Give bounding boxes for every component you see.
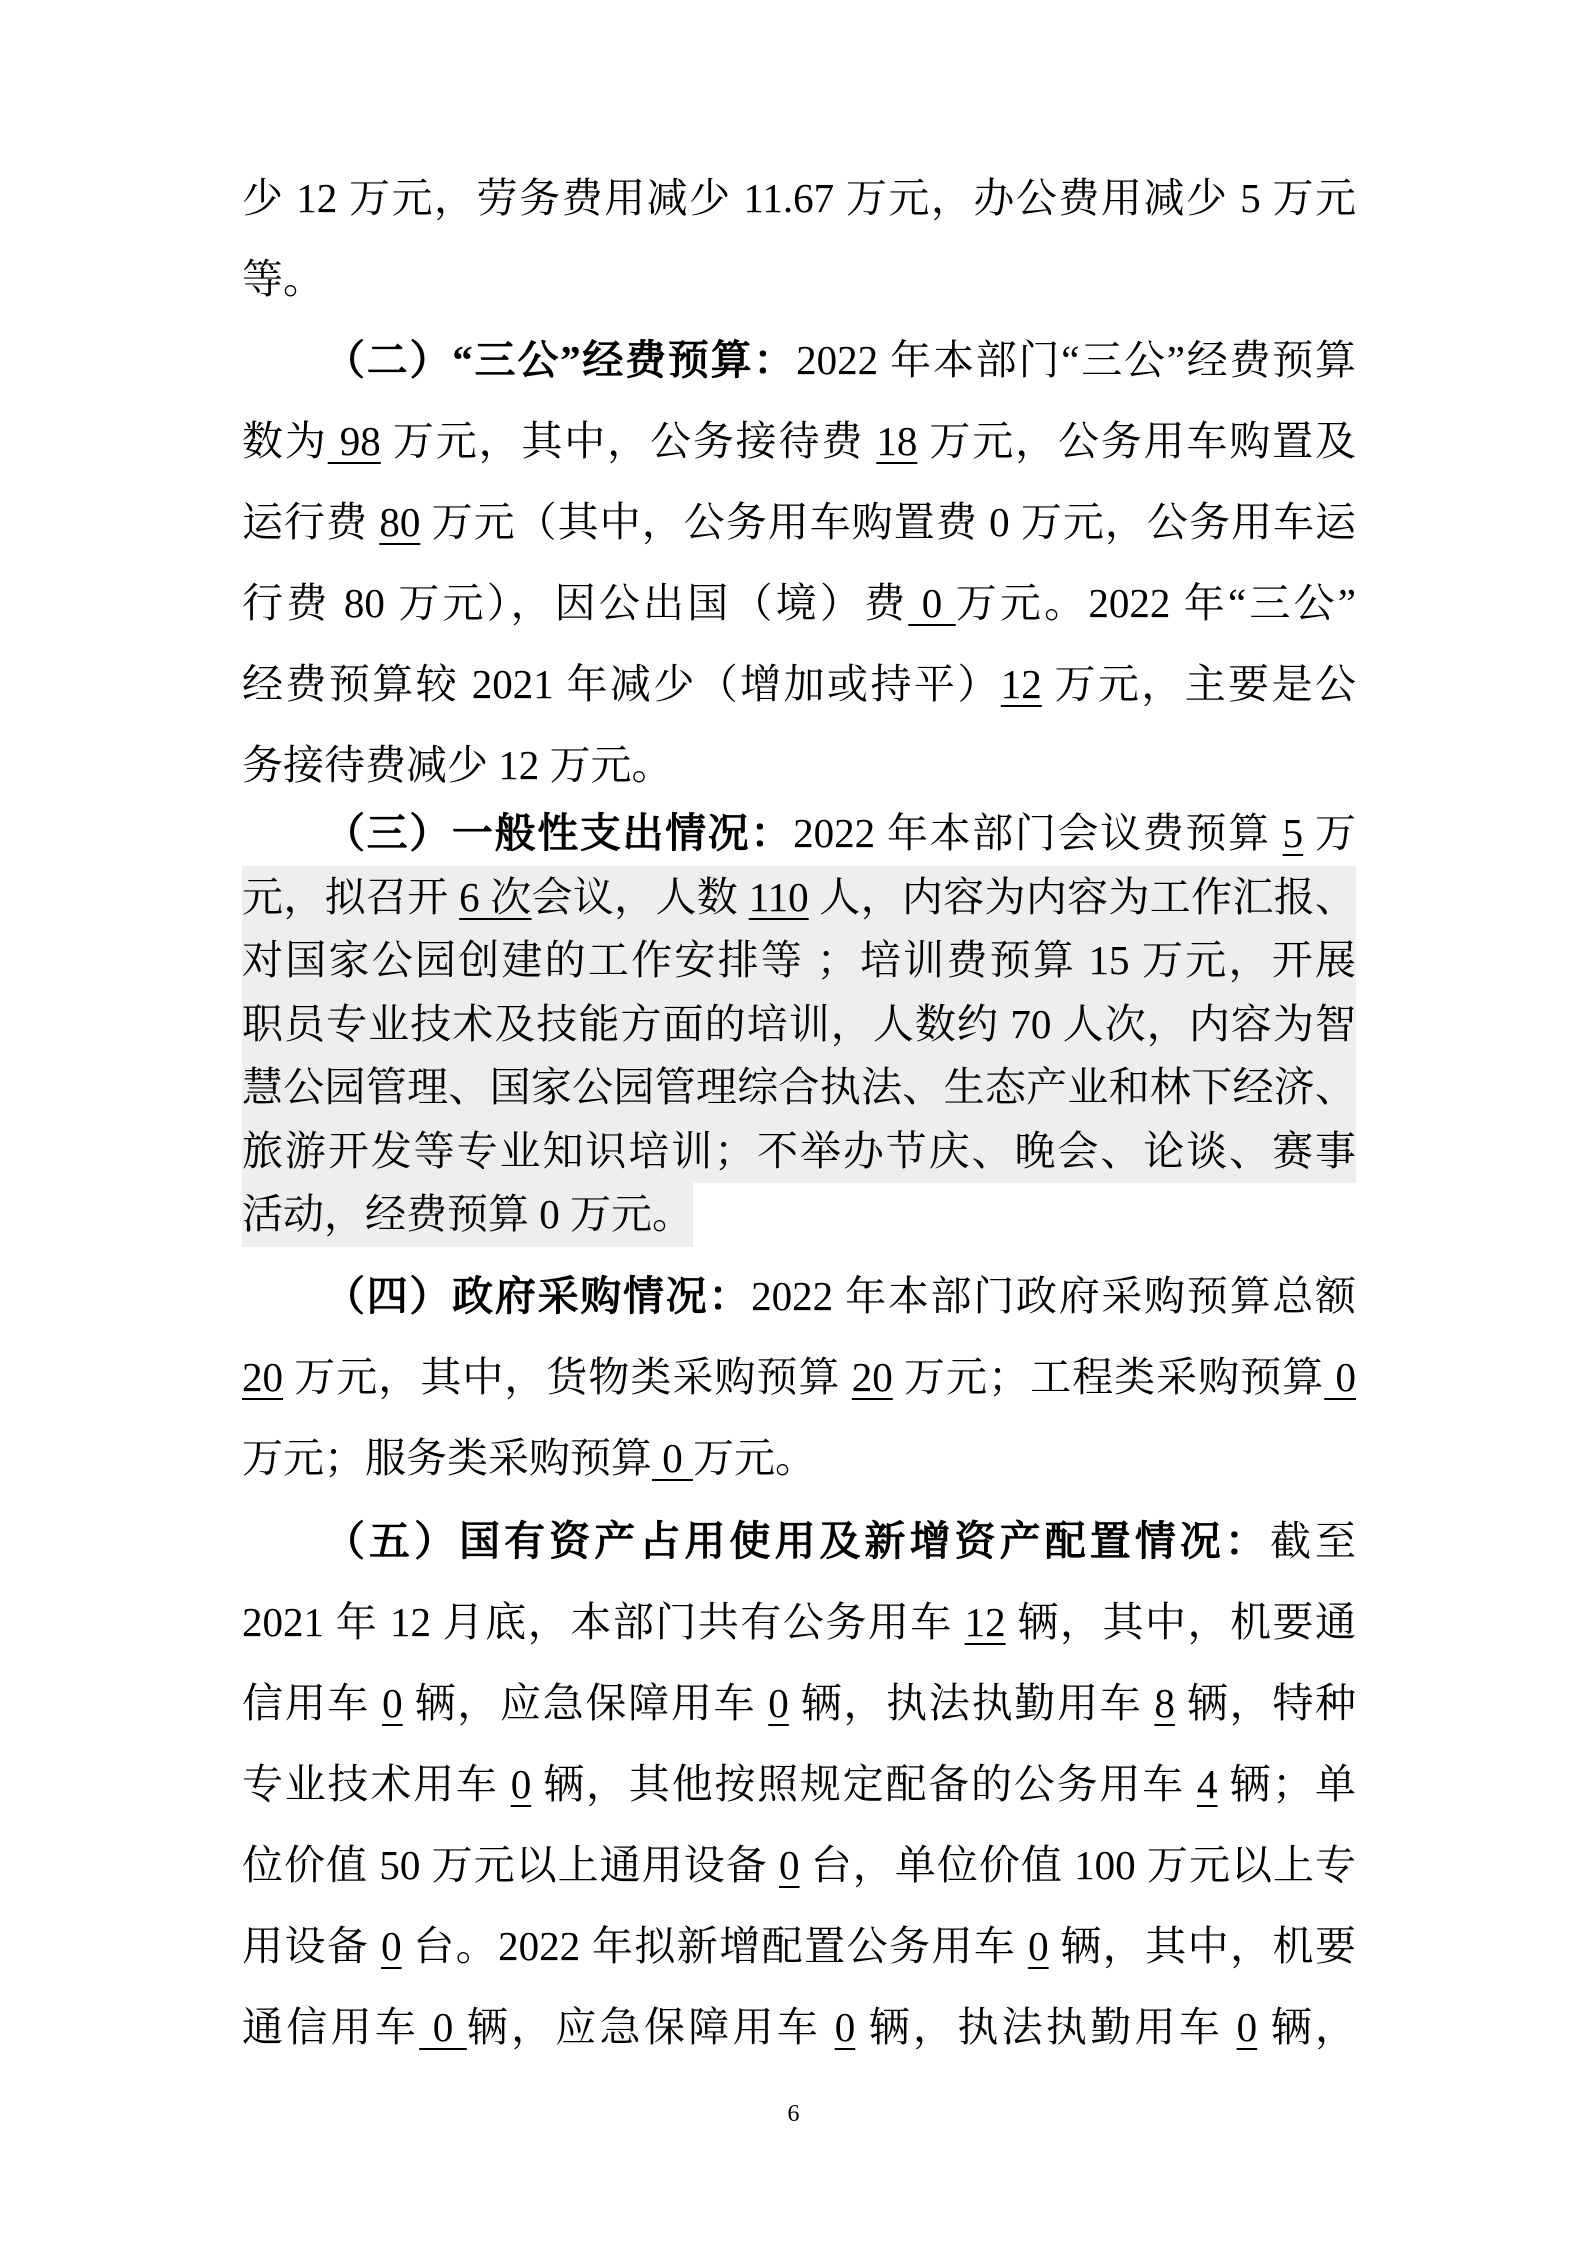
text-line	[242, 320, 1356, 401]
text-line	[242, 563, 1356, 644]
text-line	[242, 1744, 1356, 1825]
text-run: 辆，执法执勤用车	[855, 2003, 1237, 2050]
text-run: 辆，特种	[1174, 1679, 1357, 1726]
text-run: 2021 年 12 月底，本部门共有公务用车	[242, 1598, 965, 1645]
text-run: 经费预算较 2021 年减少（增加或持平）	[242, 661, 1001, 707]
text-run: 万元。	[693, 1434, 816, 1481]
highlighted-text-line	[242, 866, 1356, 930]
underlined-value: 12	[1000, 661, 1042, 707]
text-run: 信用车	[242, 1679, 383, 1726]
underlined-value: 110	[748, 873, 809, 920]
text-line	[242, 482, 1356, 563]
text-run: 万元，其中，公务接待费	[380, 418, 877, 464]
underlined-value: 98	[327, 418, 381, 464]
text-run: 行费 80 万元），因公出国（境）费	[242, 580, 909, 626]
text-run: 万元，其中，货物类采购预算	[283, 1353, 852, 1400]
text-run: 用设备	[242, 1922, 382, 1969]
text-run: 慧公园管理、国家公园管理综合执法、生态产业和林下经济、	[242, 1064, 1356, 1110]
text-line	[242, 1582, 1356, 1663]
underlined-value: 20	[242, 1353, 283, 1400]
highlighted-text-line	[242, 993, 1356, 1057]
section-heading: （二）“三公”经费预算：	[324, 337, 797, 383]
text-run: 万元，公务用车购置及	[917, 418, 1357, 464]
text-line	[242, 1825, 1356, 1906]
text-run: 少 12 万元，劳务费用减少 11.67 万元，办公费用减少 5 万元	[242, 175, 1356, 221]
highlighted-text-line	[242, 1183, 693, 1247]
text-run: 辆；单	[1217, 1760, 1357, 1807]
text-run: 位价值 50 万元以上通用设备	[242, 1841, 780, 1888]
underlined-value: 0	[1028, 1922, 1049, 1969]
underlined-value: 0	[510, 1760, 532, 1807]
text-run: 旅游开发等专业知识培训；不举办节庆、晚会、论谈、赛事	[242, 1127, 1356, 1174]
underlined-value: 0	[1236, 2003, 1258, 2050]
text-run: 2022 年本部门会议费预算	[793, 810, 1283, 856]
text-run: 2022 年本部门政府采购预算总额	[751, 1272, 1357, 1319]
underlined-value: 0	[768, 1679, 789, 1726]
text-line	[242, 401, 1356, 482]
text-run: 等。	[242, 256, 324, 302]
underlined-value: 6 次	[459, 873, 532, 920]
text-run: 2022 年本部门“三公”经费预算	[796, 337, 1356, 383]
text-run: 务接待费减少 12 万元。	[242, 742, 673, 788]
underlined-value: 0	[652, 1434, 693, 1481]
text-line	[242, 1501, 1356, 1582]
paragraph	[242, 1501, 1356, 2068]
text-run: 万元；工程类采购预算	[892, 1353, 1325, 1400]
text-run: 对国家公园创建的工作安排等 ；培训费预算 15 万元，开展	[242, 937, 1356, 983]
text-run: 元，拟召开	[242, 873, 460, 920]
text-line	[242, 158, 1356, 239]
underlined-value: 0	[1324, 1353, 1357, 1400]
text-run: 辆，应急保障用车	[402, 1679, 769, 1726]
highlighted-text-line	[242, 1056, 1356, 1120]
text-run: 人，内容为内容为工作汇报、	[808, 873, 1357, 920]
text-run: 辆，其他按照规定配备的公务用车	[531, 1760, 1197, 1807]
text-run: 万元（其中，公务用车购置费 0 万元，公务用车运	[420, 499, 1357, 545]
underlined-value: 8	[1154, 1679, 1175, 1726]
paragraph	[242, 1256, 1356, 1499]
text-run: 辆，应急保障用车	[466, 2003, 835, 2050]
text-run: 职员专业技术及技能方面的培训，人数约 70 人次，内容为智	[242, 1000, 1356, 1047]
text-run: 万元，主要是公	[1041, 661, 1357, 707]
text-run: 活动，经费预算 0 万元。	[242, 1191, 693, 1237]
document-body	[242, 158, 1356, 2068]
text-line	[242, 802, 1356, 866]
text-run: 数为	[242, 418, 328, 464]
text-run: 台。2022 年拟新增配置公务用车	[401, 1922, 1029, 1969]
underlined-value: 0	[382, 1679, 403, 1726]
page-number: 6	[787, 2101, 800, 2127]
text-run: 辆，执法执勤用车	[788, 1679, 1155, 1726]
text-run: 通信用车	[242, 2003, 420, 2050]
underlined-value: 5	[1282, 810, 1304, 856]
text-line	[242, 1337, 1356, 1418]
section-heading: （四）政府采购情况：	[324, 1272, 752, 1319]
text-line	[242, 1418, 1356, 1499]
text-run: 台，单位价值 100 万元以上专	[799, 1841, 1357, 1888]
text-run: 万	[1303, 810, 1357, 856]
text-run: 万元；服务类采购预算	[242, 1434, 652, 1481]
text-run: 截至	[1269, 1517, 1356, 1564]
paragraph	[242, 802, 1356, 1247]
text-line	[242, 1256, 1356, 1337]
underlined-value: 0	[419, 2003, 467, 2050]
text-run: 会议，人数	[531, 873, 749, 920]
underlined-value: 0	[834, 2003, 856, 2050]
text-run: 万元。2022 年“三公”	[955, 580, 1357, 626]
text-run: 辆，其中，机要通	[1005, 1598, 1357, 1645]
paragraph	[242, 320, 1356, 806]
text-line	[242, 1663, 1356, 1744]
section-heading: （三）一般性支出情况：	[324, 810, 794, 856]
underlined-value: 0	[381, 1922, 402, 1969]
text-run: 辆，	[1257, 2003, 1357, 2050]
underlined-value: 12	[964, 1598, 1006, 1645]
underlined-value: 20	[851, 1353, 893, 1400]
underlined-value: 4	[1196, 1760, 1218, 1807]
text-line	[242, 1906, 1356, 1987]
text-run: 运行费	[242, 499, 380, 545]
underlined-value: 0	[779, 1841, 800, 1888]
text-run: 辆，其中，机要	[1048, 1922, 1357, 1969]
section-heading: （五）国有资产占用使用及新增资产配置情况：	[324, 1517, 1270, 1564]
highlighted-text-line	[242, 929, 1356, 993]
text-line	[242, 725, 1356, 806]
text-line	[242, 239, 1356, 320]
text-line	[242, 644, 1356, 725]
text-line	[242, 1987, 1356, 2068]
underlined-value: 0	[908, 580, 956, 626]
highlighted-text-line	[242, 1120, 1356, 1184]
underlined-value: 80	[379, 499, 421, 545]
underlined-value: 18	[876, 418, 918, 464]
text-run: 专业技术用车	[242, 1760, 511, 1807]
paragraph	[242, 158, 1356, 320]
